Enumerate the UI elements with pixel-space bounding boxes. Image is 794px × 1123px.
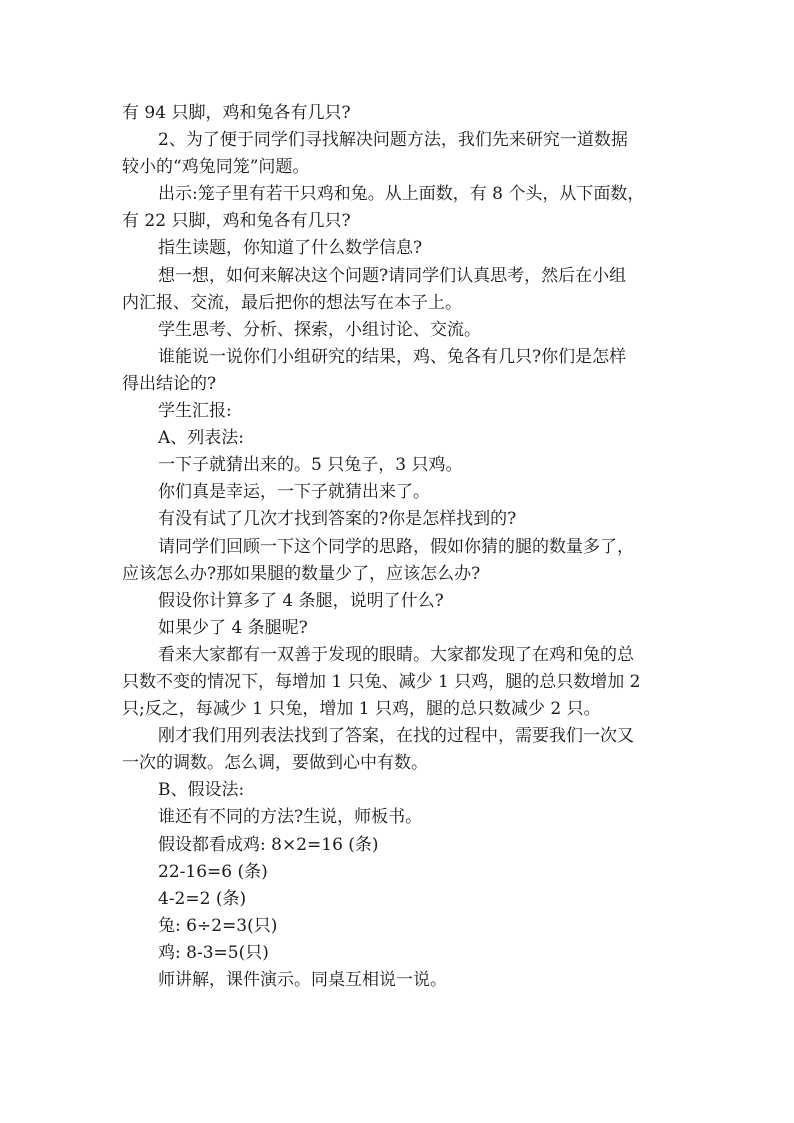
- document-body: [122, 100, 678, 994]
- text-line-24: 刚才我们用列表法找到了答案，在找的过程中，需要我们一次又: [158, 726, 634, 747]
- text-line-6: 指生读题，你知道了什么数学信息?: [158, 238, 423, 259]
- text-line-4: 出示:笼子里有若干只鸡和兔。从上面数，有 8 个头，从下面数，: [158, 184, 645, 205]
- text-line-5: 有 22 只脚，鸡和兔各有几只?: [122, 211, 351, 232]
- text-line-10: 谁能说一说你们小组研究的结果，鸡、兔各有几只?你们是怎样: [158, 346, 627, 367]
- text-line-11: 得出结论的?: [122, 373, 217, 394]
- text-line-7: 想一想，如何来解决这个问题?请同学们认真思考，然后在小组: [158, 265, 627, 286]
- text-line-19: 假设你计算多了 4 条腿，说明了什么?: [158, 590, 444, 611]
- text-line-16: 有没有试了几次才找到答案的?你是怎样找到的?: [158, 509, 517, 530]
- text-line-22: 只数不变的情况下，每增加 1 只兔、减少 1 只鸡，腿的总只数增加 2: [122, 671, 641, 692]
- text-line-18: 应该怎么办?那如果腿的数量少了，应该怎么办?: [122, 563, 481, 584]
- equation-line-2: 22-16=6 (条): [158, 861, 268, 882]
- text-line-27: 谁还有不同的方法?生说，师板书。: [158, 807, 423, 828]
- text-line-14: 一下子就猜出来的。5 只兔子，3 只鸡。: [158, 455, 463, 476]
- section-heading-a: A、列表法:: [158, 428, 245, 449]
- text-line-9: 学生思考、分析、探索，小组讨论、交流。: [158, 319, 481, 340]
- equation-line-4: 兔: 6÷2=3(只): [158, 915, 278, 936]
- equation-line-5: 鸡: 8-3=5(只): [158, 942, 269, 963]
- text-line-21: 看来大家都有一双善于发现的眼睛。大家都发现了在鸡和兔的总: [158, 644, 634, 665]
- text-line-23: 只;反之，每减少 1 只兔，增加 1 只鸡，腿的总只数减少 2 只。: [122, 699, 601, 720]
- text-line-17: 请同学们回顾一下这个同学的思路，假如你猜的腿的数量多了，: [158, 536, 634, 557]
- text-line-2: 2、为了便于同学们寻找解决问题方法，我们先来研究一道数据: [158, 130, 628, 151]
- section-heading-b: B、假设法:: [158, 780, 245, 801]
- equation-line-3: 4-2=2 (条): [158, 888, 247, 909]
- equation-line-1: 假设都看成鸡: 8×2=16 (条): [158, 834, 379, 855]
- text-line-1: 有 94 只脚，鸡和兔各有几只?: [122, 103, 351, 123]
- text-line-12: 学生汇报:: [158, 401, 232, 422]
- text-line-8: 内汇报、交流，最后把你的想法写在本子上。: [122, 292, 462, 313]
- text-line-15: 你们真是幸运，一下子就猜出来了。: [158, 482, 430, 503]
- text-line-25: 一次的调数。怎么调，要做到心中有数。: [122, 753, 428, 774]
- text-line-20: 如果少了 4 条腿呢?: [158, 617, 308, 638]
- text-line-3: 较小的“鸡兔同笼”问题。: [122, 157, 310, 178]
- text-line-33: 师讲解，课件演示。同桌互相说一说。: [158, 970, 447, 990]
